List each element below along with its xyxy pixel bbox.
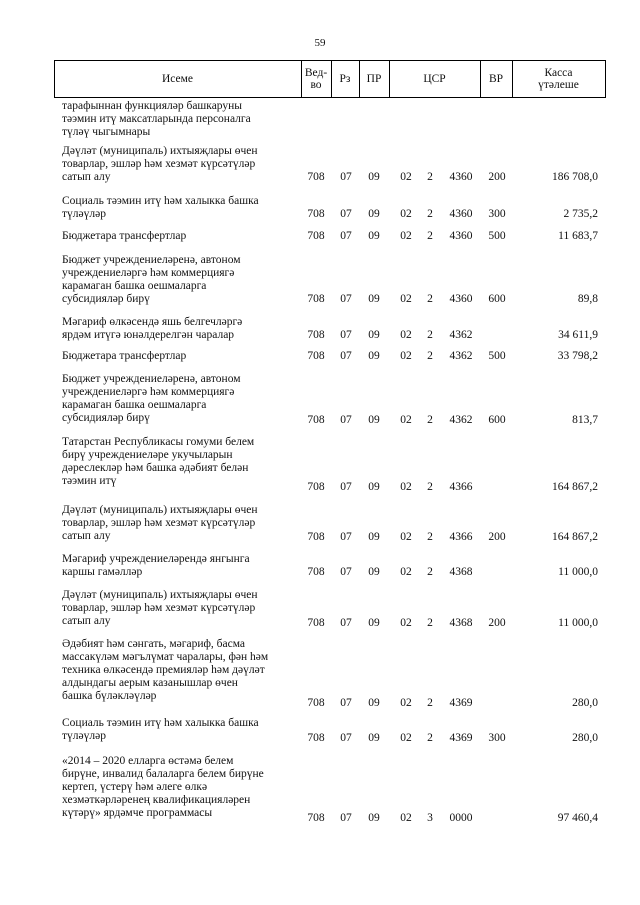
cell-csr-code: 4366: [449, 481, 473, 493]
row-name-line: түләүләр: [62, 208, 106, 220]
cell-pr: 09: [368, 531, 380, 543]
row-name-line: товарлар, эшләр һәм хезмәт күрсәтүләр: [62, 517, 256, 529]
cell-pr: 09: [368, 617, 380, 629]
cell-csr-code: 4369: [449, 732, 473, 744]
row-name-line: Социаль тәэмин итү һәм халыкка башка: [62, 195, 259, 207]
row-name-line: башка бүләкләүләр: [62, 690, 157, 702]
header-vedo-line2: во: [310, 79, 322, 91]
row-name-line: сатып алу: [62, 615, 111, 627]
cell-vedo: 708: [307, 531, 325, 543]
cell-csr-code: 4369: [449, 697, 473, 709]
cell-pr: 09: [368, 414, 380, 426]
cell-vedo: 708: [307, 414, 325, 426]
row-name-line: хезмәткәрләренең квалификацияләрен: [62, 794, 251, 806]
header-vedo: [301, 60, 331, 98]
cell-vr: 200: [488, 531, 506, 543]
cell-csr-program: 02: [400, 617, 412, 629]
row-name-line: карамаган башка оешмаларга: [62, 280, 207, 292]
row-name: [62, 553, 295, 579]
cell-vr: 300: [488, 208, 506, 220]
cell-csr-subprogram: 2: [427, 208, 433, 220]
cell-rz: 07: [340, 414, 352, 426]
cell-csr-program: 02: [400, 293, 412, 305]
row-name-line: кертеп, үстерү һәм әлеге өлкә: [62, 781, 208, 793]
cell-vedo: 708: [307, 293, 325, 305]
cell-csr-code: 4362: [449, 350, 473, 362]
row-name-line: түләүләр: [62, 730, 106, 742]
row-name-line: Татарстан Республикасы гомуми белем: [62, 436, 255, 448]
cell-vedo: 708: [307, 350, 325, 362]
row-name-line: субсидияләр бирү: [62, 412, 150, 424]
header-divider: [605, 60, 606, 98]
row-name-line: «2014 – 2020 елларга өстәмә белем: [62, 755, 234, 767]
cell-rz: 07: [340, 230, 352, 242]
cell-kassa: 89,8: [577, 293, 598, 305]
cell-csr-code: 4368: [449, 617, 473, 629]
row-name-line: тәэмин итү: [62, 475, 117, 487]
row-name-line: учреждениеләргә һәм коммерциягә: [62, 267, 235, 279]
header-rz: Рз: [339, 73, 351, 85]
cell-vedo: 708: [307, 697, 325, 709]
row-name-line: товарлар, эшләр һәм хезмәт күрсәтүләр: [62, 158, 256, 170]
cell-kassa: 280,0: [572, 732, 598, 744]
cell-vedo: 708: [307, 566, 325, 578]
row-name-line: массакүләм мәгълүмат чаралары, фән һәм: [62, 651, 269, 663]
row-name: [62, 100, 295, 139]
cell-kassa: 280,0: [572, 697, 598, 709]
cell-rz: 07: [340, 697, 352, 709]
row-name-line: алдындагы аерым казанышлар өчен: [62, 677, 238, 689]
cell-pr: 09: [368, 329, 380, 341]
page-number: 59: [314, 37, 326, 49]
cell-csr-code: 4368: [449, 566, 473, 578]
cell-rz: 07: [340, 732, 352, 744]
cell-csr-program: 02: [400, 350, 412, 362]
cell-vedo: 708: [307, 617, 325, 629]
cell-rz: 07: [340, 293, 352, 305]
cell-kassa: 813,7: [572, 414, 598, 426]
cell-csr-program: 02: [400, 531, 412, 543]
row-name: [62, 717, 295, 743]
header-vr: ВР: [488, 73, 504, 85]
cell-vr: 500: [488, 230, 506, 242]
cell-pr: 09: [368, 350, 380, 362]
cell-csr-program: 02: [400, 697, 412, 709]
cell-csr-code: 4362: [449, 329, 473, 341]
row-name-line: түләү чыгымнары: [62, 126, 151, 138]
row-name-line: сатып алу: [62, 171, 111, 183]
cell-rz: 07: [340, 812, 352, 824]
row-name-line: каршы гамәлләр: [62, 566, 143, 578]
cell-csr-subprogram: 2: [427, 617, 433, 629]
cell-csr-program: 02: [400, 812, 412, 824]
row-name: [62, 145, 295, 184]
row-name-line: күтәрү» ярдәмче программасы: [62, 807, 213, 819]
header-csr: ЦСР: [423, 73, 446, 85]
row-name-line: Бюджетара трансфертлар: [62, 350, 187, 362]
cell-csr-program: 02: [400, 171, 412, 183]
cell-pr: 09: [368, 566, 380, 578]
cell-kassa: 11 000,0: [558, 566, 598, 578]
header-name: Исеме: [161, 73, 194, 85]
row-name-line: Бюджетара трансфертлар: [62, 230, 187, 242]
row-name-line: Әдәбият һәм сәнгать, мәгариф, басма: [62, 638, 246, 650]
cell-csr-code: 4362: [449, 414, 473, 426]
cell-csr-subprogram: 2: [427, 566, 433, 578]
cell-vr: 200: [488, 171, 506, 183]
cell-rz: 07: [340, 481, 352, 493]
cell-csr-program: 02: [400, 481, 412, 493]
cell-vedo: 708: [307, 812, 325, 824]
row-name-line: бирүне, инвалид балаларга белем бирүне: [62, 768, 264, 780]
cell-csr-code: 4360: [449, 208, 473, 220]
cell-rz: 07: [340, 531, 352, 543]
cell-rz: 07: [340, 329, 352, 341]
cell-vedo: 708: [307, 329, 325, 341]
cell-pr: 09: [368, 171, 380, 183]
cell-kassa: 164 867,2: [552, 531, 598, 543]
row-name-line: карамаган башка оешмаларга: [62, 399, 207, 411]
row-name-line: Дәүләт (муниципаль) ихтыяҗлары өчен: [62, 504, 258, 516]
row-name-line: ярдәм итүгә юнәлдерелгән чаралар: [62, 329, 235, 341]
row-name: [62, 230, 295, 243]
cell-csr-subprogram: 3: [427, 812, 433, 824]
cell-pr: 09: [368, 208, 380, 220]
cell-csr-program: 02: [400, 230, 412, 242]
cell-csr-subprogram: 2: [427, 481, 433, 493]
row-name: [62, 589, 295, 628]
cell-kassa: 97 460,4: [557, 812, 598, 824]
cell-vr: 500: [488, 350, 506, 362]
cell-kassa: 186 708,0: [552, 171, 598, 183]
cell-vr: 200: [488, 617, 506, 629]
row-name: [62, 436, 295, 488]
row-name-line: бирү учреждениеләре укучыларын: [62, 449, 233, 461]
row-name-line: тәэмин итү максатларында персоналга: [62, 113, 251, 125]
row-name: [62, 195, 295, 221]
cell-rz: 07: [340, 208, 352, 220]
cell-csr-subprogram: 2: [427, 293, 433, 305]
cell-vedo: 708: [307, 208, 325, 220]
cell-kassa: 2 735,2: [563, 208, 598, 220]
row-name: [62, 373, 295, 425]
header-kassa: [512, 60, 605, 98]
row-name-line: учреждениеләргә һәм коммерциягә: [62, 386, 235, 398]
header-pr: ПР: [366, 73, 382, 85]
cell-vedo: 708: [307, 171, 325, 183]
header-vedo-line1: Вед-: [304, 67, 328, 79]
cell-csr-program: 02: [400, 329, 412, 341]
cell-csr-code: 4360: [449, 171, 473, 183]
cell-rz: 07: [340, 566, 352, 578]
row-name-line: Бюджет учреждениеләренә, автоном: [62, 254, 241, 266]
cell-csr-subprogram: 2: [427, 414, 433, 426]
row-name-line: Мәгариф учреждениеләрендә янгынга: [62, 553, 250, 565]
row-name: [62, 316, 295, 342]
cell-vedo: 708: [307, 732, 325, 744]
cell-pr: 09: [368, 293, 380, 305]
cell-kassa: 11 683,7: [558, 230, 598, 242]
row-name-line: Мәгариф өлкәсендә яшь белгечләргә: [62, 316, 243, 328]
cell-kassa: 11 000,0: [558, 617, 598, 629]
cell-vr: 600: [488, 293, 506, 305]
cell-csr-code: 0000: [449, 812, 473, 824]
cell-csr-program: 02: [400, 732, 412, 744]
cell-kassa: 34 611,9: [558, 329, 598, 341]
header-kassa-line1: Касса: [544, 67, 573, 79]
cell-csr-code: 4366: [449, 531, 473, 543]
cell-vedo: 708: [307, 230, 325, 242]
cell-csr-subprogram: 2: [427, 329, 433, 341]
row-name-line: Бюджет учреждениеләренә, автоном: [62, 373, 241, 385]
cell-csr-subprogram: 2: [427, 531, 433, 543]
cell-pr: 09: [368, 230, 380, 242]
cell-rz: 07: [340, 171, 352, 183]
cell-csr-code: 4360: [449, 230, 473, 242]
cell-pr: 09: [368, 732, 380, 744]
cell-csr-program: 02: [400, 566, 412, 578]
cell-csr-code: 4360: [449, 293, 473, 305]
cell-csr-program: 02: [400, 208, 412, 220]
cell-csr-subprogram: 2: [427, 732, 433, 744]
row-name-line: дәреслекләр һәм башка әдәбият белән: [62, 462, 249, 474]
cell-rz: 07: [340, 617, 352, 629]
row-name-line: Социаль тәэмин итү һәм халыкка башка: [62, 717, 259, 729]
cell-kassa: 33 798,2: [557, 350, 598, 362]
row-name-line: техника өлкәсендә премияләр һәм дәүләт: [62, 664, 265, 676]
cell-vr: 600: [488, 414, 506, 426]
row-name-line: товарлар, эшләр һәм хезмәт күрсәтүләр: [62, 602, 256, 614]
cell-csr-subprogram: 2: [427, 230, 433, 242]
row-name-line: субсидияләр бирү: [62, 293, 150, 305]
row-name-line: Дәүләт (муниципаль) ихтыяҗлары өчен: [62, 145, 258, 157]
row-name: [62, 504, 295, 543]
row-name: [62, 638, 295, 703]
cell-csr-subprogram: 2: [427, 350, 433, 362]
cell-pr: 09: [368, 697, 380, 709]
row-name: [62, 350, 295, 363]
cell-csr-subprogram: 2: [427, 171, 433, 183]
row-name-line: тарафыннан функцияләр башкаруны: [62, 100, 243, 112]
header-kassa-line2: үтәлеше: [538, 79, 579, 91]
cell-pr: 09: [368, 481, 380, 493]
row-name: [62, 254, 295, 306]
row-name: [62, 755, 295, 820]
cell-vedo: 708: [307, 481, 325, 493]
cell-vr: 300: [488, 732, 506, 744]
row-name-line: Дәүләт (муниципаль) ихтыяҗлары өчен: [62, 589, 258, 601]
row-name-line: сатып алу: [62, 530, 111, 542]
cell-kassa: 164 867,2: [552, 481, 598, 493]
cell-pr: 09: [368, 812, 380, 824]
cell-csr-program: 02: [400, 414, 412, 426]
cell-csr-subprogram: 2: [427, 697, 433, 709]
cell-rz: 07: [340, 350, 352, 362]
